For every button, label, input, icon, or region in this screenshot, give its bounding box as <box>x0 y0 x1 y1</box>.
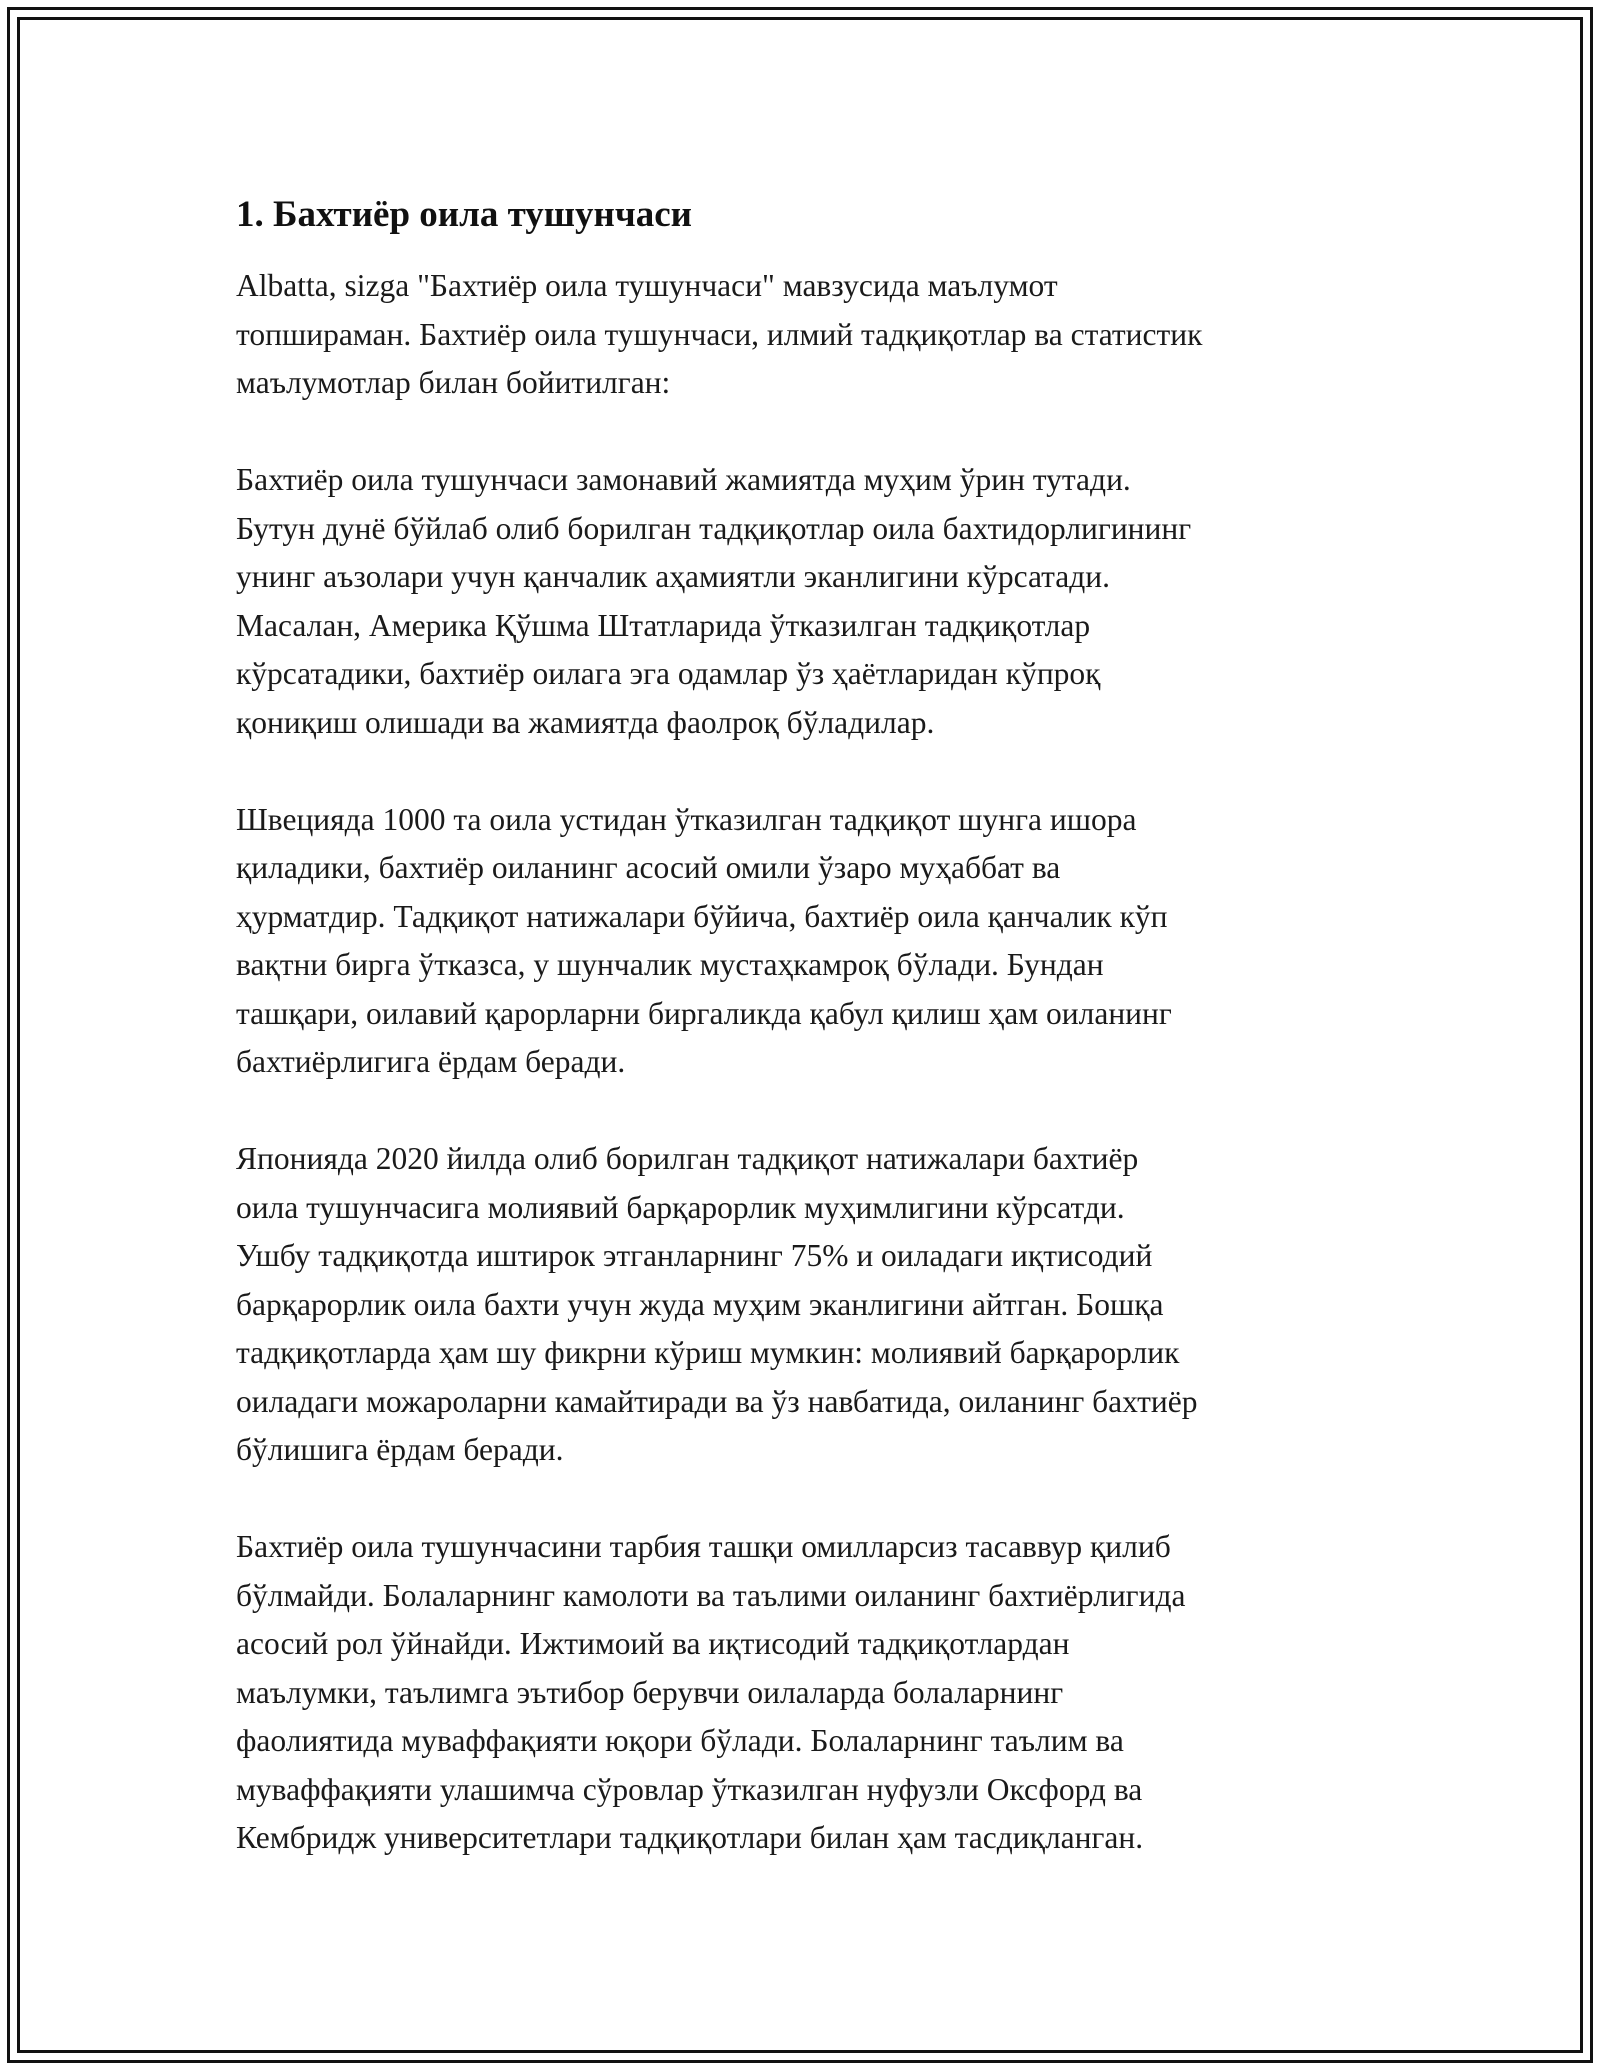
paragraph <box>236 262 1386 408</box>
text-line: тадқиқотларда ҳам шу фикрни кўриш мумкин: молиявий барқарорлик <box>236 1335 1180 1370</box>
text-line: кўрсатадики, бахтиёр оилага эга одамлар ўз ҳаётларидан кўпроқ <box>236 656 1101 691</box>
document-body <box>236 190 1386 1911</box>
text-line: барқарорлик оила бахти учун жуда муҳим эканлигини айтган. Бошқа <box>236 1286 1164 1322</box>
text-line: маълумотлар билан бойитилган: <box>236 365 671 400</box>
paragraph-list <box>236 262 1386 1863</box>
text-line: ҳурматдир. Тадқиқот натижалари бўйича, бахтиёр оила қанчалик кўп <box>236 898 1168 934</box>
text-line: Японияда 2020 йилда олиб борилган тадқиқот натижалари бахтиёр <box>236 1141 1139 1176</box>
paragraph <box>236 456 1386 747</box>
text-line: оила тушунчасига молиявий барқарорлик муҳимлигини кўрсатди. <box>236 1189 1125 1225</box>
text-line: вақтни бирга ўтказса, у шунчалик мустаҳкамроқ бўлади. Бундан <box>236 947 1104 982</box>
text-line: бахтиёрлигига ёрдам беради. <box>236 1044 626 1079</box>
section-heading: 1. Бахтиёр оила тушунчаси <box>236 194 692 235</box>
text-line: оиладаги можароларни камайтиради ва ўз навбатида, оиланинг бахтиёр <box>236 1383 1198 1419</box>
text-line: Масалан, Америка Қўшма Штатларида ўтказилган тадқиқотлар <box>236 607 1091 643</box>
text-line: Швецияда 1000 та оила устидан ўтказилган тадқиқот шунга ишора <box>236 801 1137 837</box>
text-line: Бахтиёр оила тушунчасини тарбия ташқи омилларсиз тасаввур қилиб <box>236 1529 1171 1564</box>
text-line: Ушбу тадқиқотда иштирок этганларнинг 75% и оиладаги иқтисодий <box>236 1238 1153 1273</box>
text-line: қониқиш олишади ва жамиятда фаолроқ бўладилар. <box>236 704 935 740</box>
text-line: асосий рол ўйнайди. Ижтимоий ва иқтисодий тадқиқотлардан <box>236 1626 1070 1661</box>
text-line: ташқари, оилавий қарорларни биргаликда қабул қилиш ҳам оиланинг <box>236 995 1172 1031</box>
text-line: бўлмайди. Болаларнинг камолоти ва таълими оиланинг бахтиёрлигида <box>236 1577 1186 1613</box>
text-line: Бутун дунё бўйлаб олиб борилган тадқиқотлар оила бахтидорлигининг <box>236 510 1192 546</box>
text-line: муваффақияти улашимча сўровлар ўтказилган нуфузли Оксфорд ва <box>236 1771 1143 1807</box>
text-line: унинг аъзолари учун қанчалик аҳамиятли эканлигини кўрсатади. <box>236 559 1111 594</box>
text-line: Кембридж университетлари тадқиқотлари билан ҳам тасдиқланган. <box>236 1820 1144 1855</box>
text-line: маълумки, таълимга эътибор берувчи оилаларда болаларнинг <box>236 1674 1064 1710</box>
text-line: Бахтиёр оила тушунчаси замонавий жамиятда муҳим ўрин тутади. <box>236 462 1131 497</box>
paragraph <box>236 796 1386 1087</box>
paragraph <box>236 1523 1386 1863</box>
text-line: фаолиятида муваффақияти юқори бўлади. Болаларнинг таълим ва <box>236 1723 1124 1758</box>
text-line: Albatta, sizga "Бахтиёр оила тушунчаси" мавзусида маълумот <box>236 268 1058 303</box>
paragraph <box>236 1135 1386 1475</box>
text-line: қиладики, бахтиёр оиланинг асосий омили ўзаро муҳаббат ва <box>236 850 1061 885</box>
text-line: топшираман. Бахтиёр оила тушунчаси, илмий тадқиқотлар ва статистик <box>236 316 1203 352</box>
text-line: бўлишига ёрдам беради. <box>236 1432 564 1467</box>
